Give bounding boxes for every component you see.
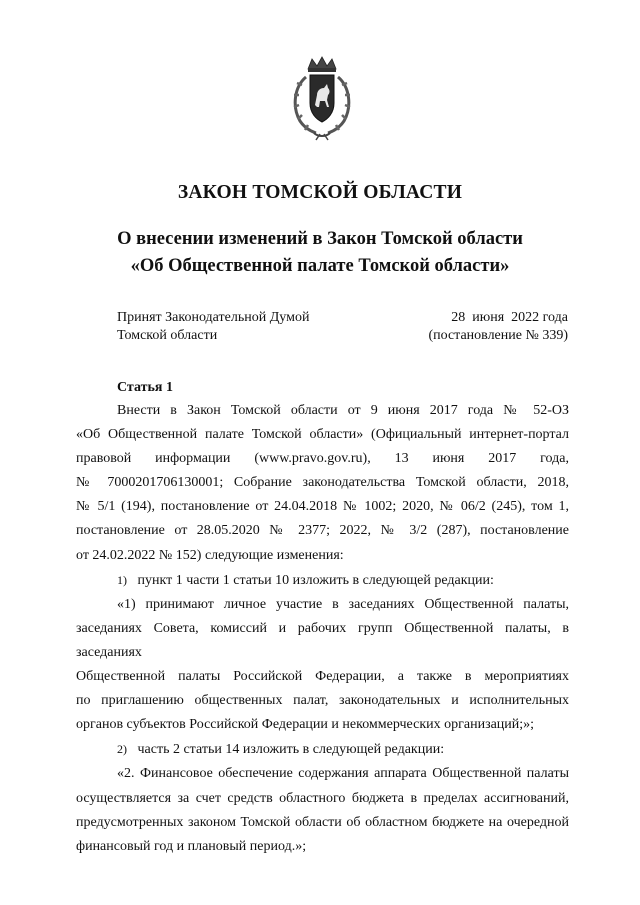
paragraph1-line: Внести в Закон Томской области от 9 июня 2017 года № 52-ОЗ	[117, 403, 569, 418]
paragraph1-line: № 5/1 (194), постановление от 24.04.2018 № 1002; 2020, № 06/2 (245), том 1,	[76, 499, 569, 515]
adoption-date-info	[428, 309, 568, 345]
adopted-by-line-1: Принят Законодательной Думой	[117, 310, 310, 325]
quote2-line: «2. Финансовое обеспечение содержания аппарата Общественной палаты	[117, 766, 569, 782]
quote1-line: по приглашению общественных палат, законодательных и исполнительных	[76, 693, 569, 709]
quote2-line: осуществляется за счет средств областного бюджета в пределах ассигнований,	[76, 790, 569, 806]
article-heading: Статья 1	[117, 380, 173, 395]
paragraph1-line: № 7000201706130001; Собрание законодательства Томской области, 2018,	[76, 475, 569, 491]
document-body	[76, 399, 569, 859]
list-item-1-text: пункт 1 части 1 статьи 10 изложить в следующей редакции:	[137, 572, 494, 588]
subtitle-line-1: О внесении изменений в Закон Томской области	[117, 229, 523, 249]
paragraph1-line: от 24.02.2022 № 152) следующие изменения:	[76, 547, 344, 563]
quote2-line: финансовый год и плановый период.»;	[76, 838, 307, 854]
tomsk-coat-of-arms-emblem	[290, 55, 354, 141]
list-item-2-number: 2)	[117, 742, 127, 757]
document-title: ЗАКОН ТОМСКОЙ ОБЛАСТИ	[177, 182, 463, 203]
adoption-info	[117, 309, 309, 345]
quote1-line: «1) принимают личное участие в заседаниях Общественной палаты,	[117, 596, 569, 612]
quote1-line: органов субъектов Российской Федерации и некоммерческих организаций;»;	[76, 717, 535, 733]
subtitle-line-2: «Об Общественной палате Томской области»	[130, 256, 510, 276]
document-subtitle	[0, 226, 640, 280]
list-item-2	[76, 737, 569, 762]
paragraph1-line: постановление от 28.05.2020 № 2377; 2022, № 3/2 (287), постановление	[76, 523, 569, 539]
paragraph1-line: правовой информации (www.pravo.gov.ru), 13 июня 2017 года,	[76, 451, 569, 467]
quote1-line: Общественной палаты Российской Федерации, а также в мероприятиях	[76, 669, 569, 685]
list-item-1	[76, 568, 569, 593]
adoption-date: 28 июня 2022 года	[451, 310, 568, 325]
quote2-line: предусмотренных законом Томской области об областном бюджете на очередной	[76, 814, 569, 830]
list-item-1-number: 1)	[117, 572, 127, 587]
paragraph1-line: «Об Общественной палате Томской области» (Официальный интернет-портал	[76, 427, 569, 443]
quote1-line: заседаниях Совета, комиссий и рабочих групп Общественной палаты, в заседаниях	[76, 620, 569, 660]
resolution-number: (постановление № 339)	[428, 328, 568, 343]
list-item-2-text: часть 2 статьи 14 изложить в следующей редакции:	[137, 742, 445, 758]
adopted-by-line-2: Томской области	[117, 328, 218, 343]
